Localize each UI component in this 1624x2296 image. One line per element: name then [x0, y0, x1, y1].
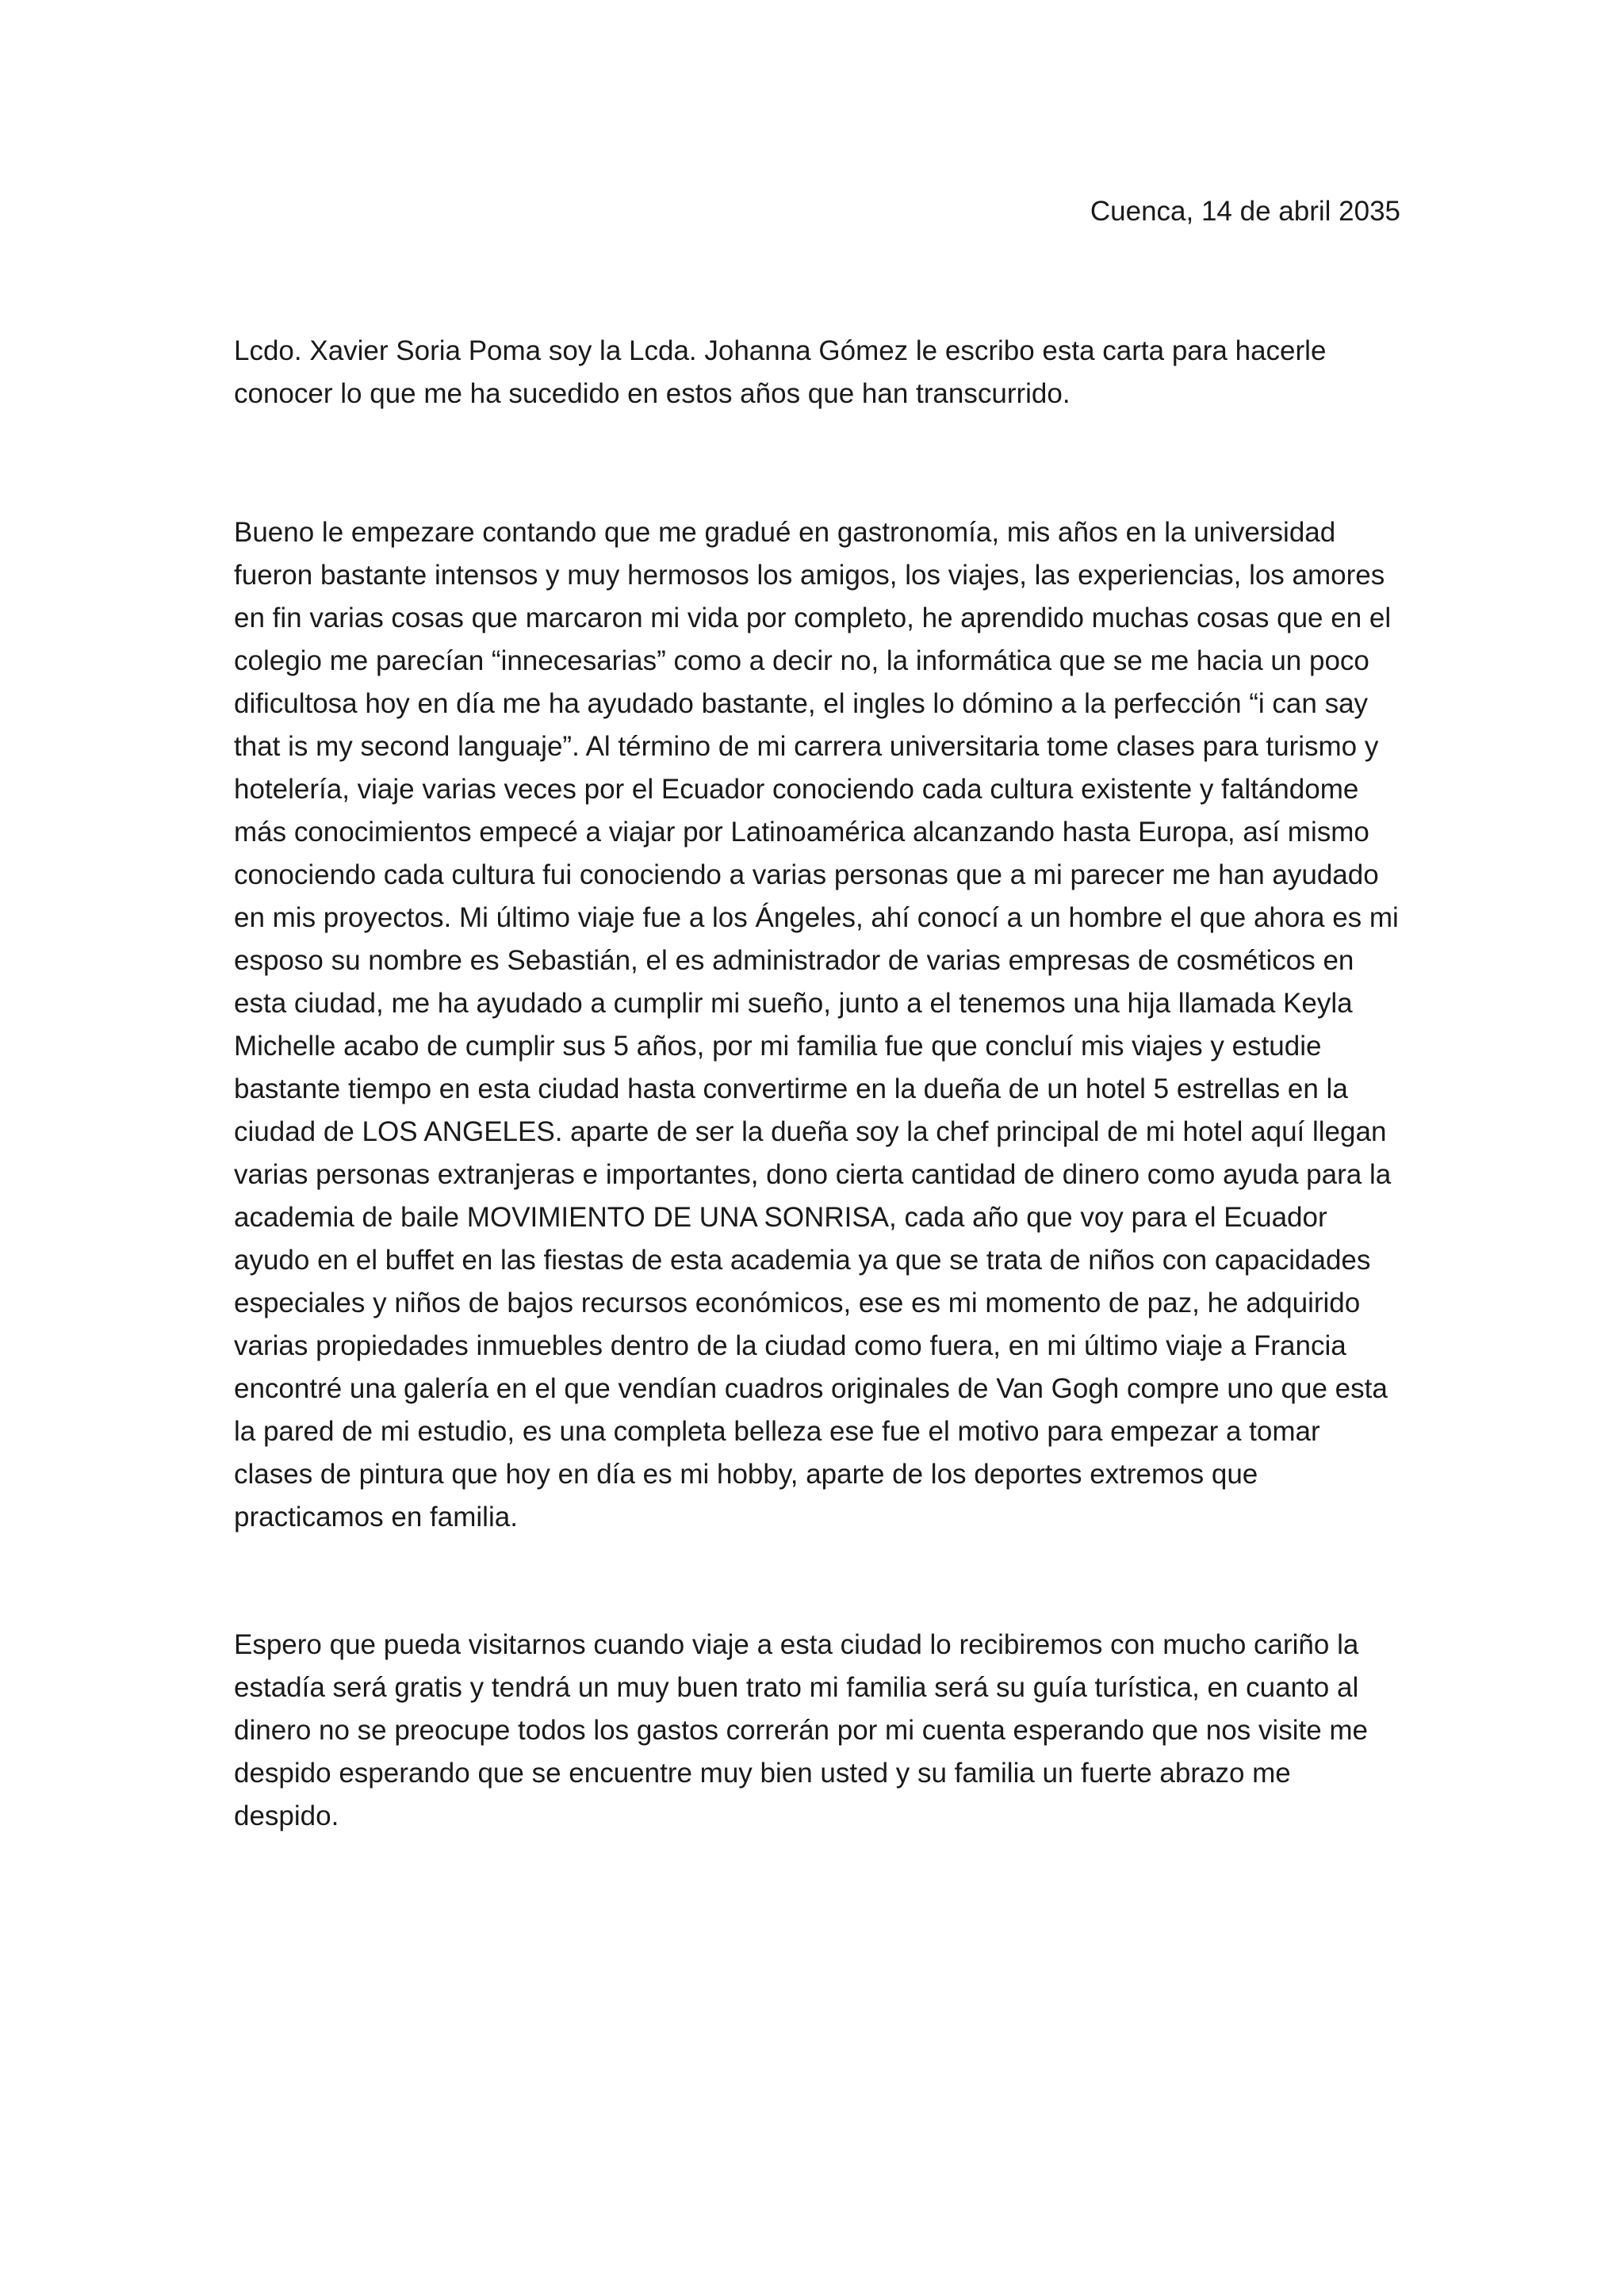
main-paragraph: Bueno le empezare contando que me gradué en gastronomía, mis años en la universidad fueron bastante intensos y muy hermosos los amigos, los viajes, las experiencias, los amores en fin varias cosas que marcaron mi vida por completo, he aprendido muchas cosas que en el colegio me parecían “innecesarias” como a decir no, la informática que se me hacia un poco dificultosa hoy en día me ha ayudado bastante, el ingles lo dómino a la perfección “i can say that is my second languaje”. Al término de mi carrera universitaria tome clases para turismo y hotelería, viaje varias veces por el Ecuador conociendo cada cultura existente y faltándome más conocimientos empecé a viajar por Latinoamérica alcanzando hasta Europa, así mismo conociendo cada cultura fui conociendo a varias personas que a mi parecer me han ayudado en mis proyectos. Mi último viaje fue a los Ángeles, ahí conocí a un hombre el que ahora es mi esposo su nombre es Sebastián, el es administrador de varias empresas de cosméticos en esta ciudad, me ha ayudado a cumplir mi sueño, junto a el tenemos una hija llamada Keyla Michelle acabo de cumplir sus 5 años, por mi familia fue que concluí mis viajes y estudie bastante tiempo en esta ciudad hasta convertirme en la dueña de un hotel 5 estrellas en la ciudad de LOS ANGELES. aparte de ser la dueña soy la chef principal de mi hotel aquí llegan varias personas extranjeras e importantes, dono cierta cantidad de dinero como ayuda para la academia de baile MOVIMIENTO DE UNA SONRISA, cada año que voy para el Ecuador ayudo en el buffet en las fiestas de esta academia ya que se trata de niños con capacidades especiales y niños de bajos recursos económicos, ese es mi momento de paz, he adquirido varias propiedades inmuebles dentro de la ciudad como fuera, en mi último viaje a Francia encontré una galería en el que vendían cuadros originales de Van Gogh compre uno que esta la pared de mi estudio, es una completa belleza ese fue el motivo para empezar a tomar clases de pintura que hoy en día es mi hobby, aparte de los deportes extremos que practicamos en familia.: [234, 517, 1399, 1533]
main-paragraph-block: [234, 511, 1400, 1539]
closing-paragraph: Espero que pueda visitarnos cuando viaje a esta ciudad lo recibiremos con mucho cariño la estadía será gratis y tendrá un muy buen trato mi familia será su guía turística, en cuanto al dinero no se preocupe todos los gastos correrán por mi cuenta esperando que nos visite me despido esperando que se encuentre muy bien usted y su familia un fuerte abrazo me despido.: [234, 1629, 1369, 1831]
intro-paragraph: Lcdo. Xavier Soria Poma soy la Lcda. Johanna Gómez le escribo esta carta para hacerle conocer lo que me ha sucedido en estos años que han transcurrido.: [234, 335, 1327, 409]
intro-paragraph-block: [234, 330, 1400, 415]
closing-paragraph-block: [234, 1624, 1400, 1838]
letter-date: Cuenca, 14 de abril 2035: [1090, 196, 1400, 227]
